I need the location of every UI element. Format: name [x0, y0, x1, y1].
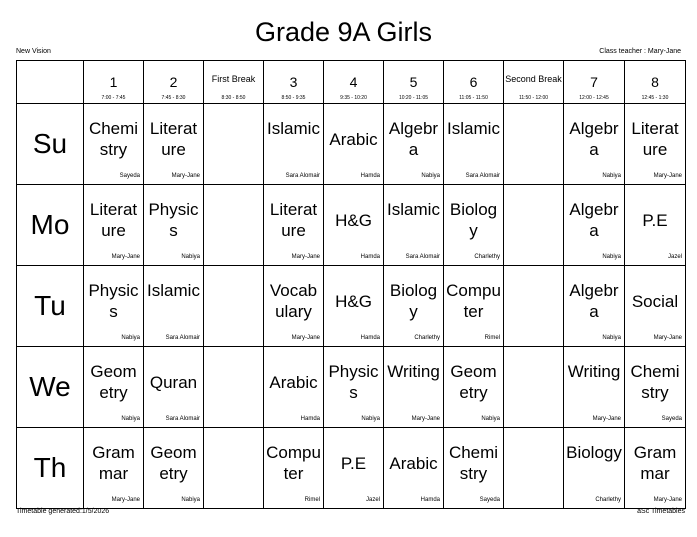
lesson-subject: Arabic [389, 454, 438, 473]
lesson-cell [144, 185, 204, 266]
break-cell [504, 428, 564, 509]
period-time: 11:50 - 12:00 [518, 95, 549, 101]
lesson-teacher: Nabiya [602, 335, 621, 341]
day-name: We [17, 347, 84, 428]
lesson-teacher: Nabiya [181, 497, 200, 503]
lesson-subject: Physics [148, 200, 199, 240]
day-row [17, 185, 686, 266]
period-time: 8:30 - 8:50 [221, 95, 246, 101]
class-teacher: Class teacher : Mary-Jane [599, 48, 681, 55]
lesson-cell [264, 428, 324, 509]
period-header [144, 61, 204, 104]
lesson-teacher: Sayeda [479, 497, 500, 503]
lesson-cell [444, 185, 504, 266]
lesson-teacher: Mary-Jane [653, 497, 682, 503]
lesson-cell [384, 266, 444, 347]
lesson-subject: Geometry [90, 362, 137, 402]
break-cell [204, 428, 264, 509]
lesson-cell [384, 185, 444, 266]
period-header [204, 61, 264, 104]
lesson-cell [625, 104, 686, 185]
break-cell [204, 266, 264, 347]
lesson-teacher: Nabiya [121, 335, 140, 341]
lesson-cell [444, 347, 504, 428]
lesson-teacher: Rimel [304, 497, 320, 503]
lesson-teacher: Mary-Jane [653, 173, 682, 179]
lesson-subject: Grammar [92, 443, 135, 483]
lesson-subject: Islamic [147, 281, 200, 300]
lesson-cell [144, 428, 204, 509]
lesson-teacher: Sayeda [661, 416, 682, 422]
period-time: 11:05 - 11:50 [459, 95, 488, 101]
lesson-subject: Arabic [269, 373, 318, 392]
page-title: Grade 9A Girls [254, 17, 433, 47]
period-number: 6 [469, 74, 478, 90]
period-number: 7 [590, 74, 598, 90]
lesson-subject: H&G [335, 211, 372, 230]
period-time: 7:45 - 8:30 [161, 95, 186, 101]
lesson-subject: Islamic [447, 119, 500, 138]
lesson-teacher: Hamda [360, 335, 380, 341]
lesson-cell [625, 347, 686, 428]
period-header [504, 61, 564, 104]
period-number: 1 [109, 74, 118, 90]
period-number: 4 [349, 74, 358, 90]
lesson-teacher: Nabiya [361, 416, 380, 422]
lesson-teacher: Mary-Jane [291, 254, 320, 260]
period-number: 2 [169, 74, 178, 90]
lesson-cell [444, 428, 504, 509]
lesson-teacher: Mary-Jane [592, 416, 621, 422]
lesson-cell [384, 347, 444, 428]
day-row [17, 266, 686, 347]
period-header [444, 61, 504, 104]
lesson-teacher: Sara Alomair [165, 416, 200, 422]
day-name: Mo [17, 185, 84, 266]
period-header [264, 61, 324, 104]
generated-note: Timetable generated:1/5/2026 [16, 508, 110, 515]
period-time: 9:35 - 10:20 [340, 95, 367, 101]
lesson-subject: Literature [269, 200, 318, 240]
lesson-teacher: Sara Alomair [285, 173, 320, 179]
day-name: Th [17, 428, 84, 509]
lesson-cell [144, 104, 204, 185]
lesson-teacher: Nabiya [481, 416, 500, 422]
lesson-subject: Biology [566, 443, 622, 462]
period-header [564, 61, 625, 104]
lesson-cell [444, 266, 504, 347]
lesson-cell [84, 104, 144, 185]
lesson-subject: Arabic [329, 130, 378, 149]
lesson-subject: Algebra [388, 119, 439, 159]
lesson-cell [264, 347, 324, 428]
lesson-teacher: Nabiya [602, 254, 621, 260]
lesson-teacher: Charlethy [474, 254, 500, 260]
break-cell [504, 185, 564, 266]
lesson-teacher: Nabiya [181, 254, 200, 260]
lesson-subject: P.E [642, 211, 668, 230]
lesson-cell [564, 347, 625, 428]
day-row [17, 428, 686, 509]
lesson-cell [384, 428, 444, 509]
period-time: 12:45 - 1:30 [641, 95, 669, 101]
lesson-cell [625, 185, 686, 266]
lesson-cell [625, 266, 686, 347]
lesson-subject: Grammar [633, 443, 677, 483]
lesson-cell [264, 104, 324, 185]
lesson-cell [84, 428, 144, 509]
break-label: First Break [211, 74, 256, 84]
lesson-subject: Literature [631, 119, 679, 159]
lesson-cell [564, 185, 625, 266]
lesson-teacher: Charlethy [414, 335, 440, 341]
period-number: 3 [289, 74, 298, 90]
break-cell [204, 104, 264, 185]
school-name: New Vision [16, 48, 51, 55]
lesson-cell [564, 428, 625, 509]
lesson-subject: Islamic [267, 119, 320, 138]
lesson-teacher: Hamda [420, 497, 440, 503]
lesson-subject: Computer [446, 281, 501, 321]
lesson-subject: Chemistry [448, 443, 499, 483]
break-cell [204, 347, 264, 428]
break-cell [504, 347, 564, 428]
lesson-subject: Chemistry [630, 362, 680, 402]
lesson-cell [264, 185, 324, 266]
lesson-cell [324, 347, 384, 428]
period-time: 7:00 - 7:45 [101, 95, 126, 101]
period-number: 8 [651, 74, 659, 90]
lesson-cell [444, 104, 504, 185]
lesson-cell [84, 347, 144, 428]
lesson-cell [84, 185, 144, 266]
break-cell [504, 266, 564, 347]
lesson-subject: Literature [149, 119, 198, 159]
day-row [17, 347, 686, 428]
lesson-cell [324, 428, 384, 509]
lesson-cell [625, 428, 686, 509]
lesson-cell [564, 104, 625, 185]
lesson-teacher: Nabiya [421, 173, 440, 179]
lesson-subject: Biology [389, 281, 438, 321]
period-time: 12:00 - 12:45 [579, 95, 609, 101]
lesson-subject: Algebra [569, 200, 619, 240]
lesson-subject: P.E [340, 454, 367, 473]
lesson-subject: Islamic [387, 200, 440, 219]
lesson-subject: Algebra [569, 119, 619, 159]
break-cell [504, 104, 564, 185]
lesson-subject: Social [631, 292, 679, 311]
lesson-subject: Algebra [569, 281, 619, 321]
lesson-cell [324, 266, 384, 347]
period-header [324, 61, 384, 104]
lesson-cell [84, 266, 144, 347]
lesson-teacher: Sara Alomair [405, 254, 440, 260]
lesson-teacher: Mary-Jane [111, 497, 140, 503]
lesson-subject: H&G [335, 292, 372, 311]
lesson-teacher: Mary-Jane [411, 416, 440, 422]
period-header [625, 61, 686, 104]
lesson-subject: Quran [149, 373, 198, 392]
lesson-subject: Geometry [450, 362, 497, 402]
app-credit: aSc Timetables [637, 508, 685, 515]
lesson-teacher: Hamda [360, 254, 380, 260]
lesson-cell [564, 266, 625, 347]
lesson-subject: Chemistry [88, 119, 139, 159]
header-row [17, 61, 686, 104]
lesson-teacher: Mary-Jane [291, 335, 320, 341]
lesson-teacher: Hamda [360, 173, 380, 179]
break-cell [204, 185, 264, 266]
period-time: 10:20 - 11:05 [398, 95, 429, 101]
lesson-subject: Writing [387, 362, 440, 381]
lesson-teacher: Jazel [667, 254, 682, 260]
period-number: 5 [409, 74, 418, 90]
corner-cell [17, 61, 84, 104]
period-header [84, 61, 144, 104]
lesson-teacher: Mary-Jane [111, 254, 140, 260]
lesson-subject: Physics [328, 362, 379, 402]
lesson-teacher: Jazel [365, 497, 380, 503]
break-label: Second Break [505, 74, 562, 84]
lesson-cell [144, 266, 204, 347]
lesson-teacher: Charlethy [595, 497, 621, 503]
lesson-teacher: Rimel [484, 335, 500, 341]
day-row [17, 104, 686, 185]
lesson-subject: Geometry [150, 443, 197, 483]
lesson-teacher: Mary-Jane [653, 335, 682, 341]
period-time: 8:50 - 9:35 [281, 95, 306, 101]
lesson-teacher: Sayeda [119, 173, 140, 179]
lesson-teacher: Sara Alomair [165, 335, 200, 341]
lesson-cell [264, 266, 324, 347]
lesson-teacher: Mary-Jane [171, 173, 200, 179]
period-header [384, 61, 444, 104]
lesson-cell [324, 104, 384, 185]
lesson-subject: Biology [449, 200, 498, 240]
lesson-cell [324, 185, 384, 266]
lesson-subject: Vocabulary [269, 281, 318, 321]
lesson-teacher: Hamda [300, 416, 320, 422]
lesson-subject: Literature [89, 200, 138, 240]
lesson-cell [144, 347, 204, 428]
lesson-subject: Writing [567, 362, 621, 381]
lesson-teacher: Nabiya [602, 173, 621, 179]
lesson-cell [384, 104, 444, 185]
timetable [16, 60, 686, 509]
lesson-teacher: Nabiya [121, 416, 140, 422]
lesson-subject: Physics [88, 281, 139, 321]
day-name: Su [17, 104, 84, 185]
day-name: Tu [17, 266, 84, 347]
lesson-subject: Computer [266, 443, 321, 483]
lesson-teacher: Sara Alomair [465, 173, 500, 179]
